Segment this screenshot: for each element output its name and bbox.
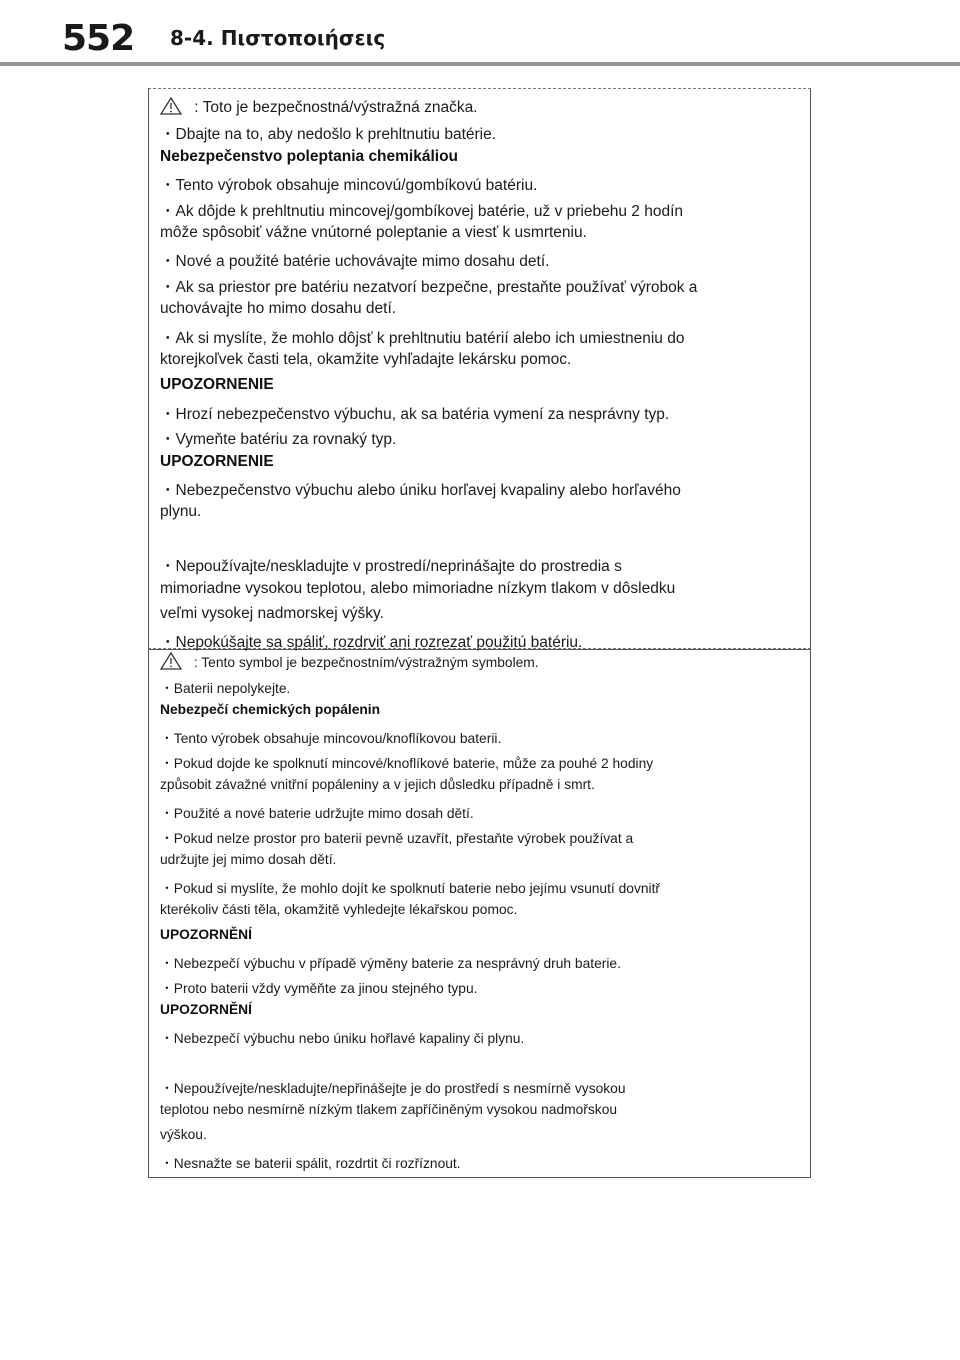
symbol-definition-text: : Tento symbol je bezpečnostním/výstražným symbolem. [190, 655, 539, 670]
warning-line: ・Nepoužívajte/neskladujte v prostredí/neprinášajte do prostredia s [160, 558, 622, 576]
warning-line: ・Tento výrobek obsahuje mincovou/knoflíkovou baterii. [160, 731, 502, 746]
warning-line: ・Ak si myslíte, že mohlo dôjsť k prehltnutiu batérií alebo ich umiestneniu do [160, 329, 685, 347]
warning-heading: Nebezpečí chemických popálenin [160, 702, 381, 717]
warning-line: ・Nesnažte se baterii spálit, rozdrtit či rozříznout. [160, 1156, 461, 1171]
warning-line: ・Pokud nelze prostor pro baterii pevně uzavřít, přestaňte výrobek používat a [160, 831, 634, 846]
warning-line: ・Dbajte na to, aby nedošlo k prehltnutiu batérie. [160, 126, 497, 144]
warning-line: způsobit závažné vnitřní popáleniny a v jejich důsledku případně i smrt. [160, 777, 595, 792]
warning-line: ・Pokud dojde ke spolknutí mincové/knoflíkové baterie, může za pouhé 2 hodiny [160, 756, 654, 771]
warning-heading: UPOZORNĚNÍ [160, 1002, 252, 1017]
warning-line: ・Nebezpečí výbuchu nebo úniku hořlavé kapaliny či plynu. [160, 1031, 525, 1046]
section-title: 8-4. Πιστοποιήσεις [170, 26, 386, 50]
warning-line: ・Nepokúšajte sa spáliť, rozdrviť ani rozrezať použitú batériu. [160, 634, 583, 652]
warning-line: ・Tento výrobok obsahuje mincovú/gombíkovú batériu. [160, 177, 538, 195]
warning-heading: Nebezpečenstvo poleptania chemikáliou [160, 147, 459, 165]
warning-line: ・Nepoužívejte/neskladujte/nepřinášejte je do prostředí s nesmírně vysokou [160, 1081, 626, 1096]
warning-line: mimoriadne vysokou teplotou, alebo mimoriadne nízkym tlakom v dôsledku [160, 579, 676, 597]
symbol-definition-text: : Toto je bezpečnostná/výstražná značka. [190, 99, 478, 116]
warning-line: ・Hrozí nebezpečenstvo výbuchu, ak sa batéria vymení za nesprávny typ. [160, 405, 670, 423]
symbol-definition [160, 652, 539, 670]
warning-line: ・Nebezpečenstvo výbuchu alebo úniku horľavej kvapaliny alebo horľavého [160, 482, 681, 499]
warning-line: výškou. [160, 1127, 207, 1142]
warning-line: kterékoliv části těla, okamžitě vyhledejte lékařskou pomoc. [160, 902, 518, 917]
warning-line: ・Použité a nové baterie udržujte mimo dosah dětí. [160, 806, 474, 821]
warning-triangle-icon [160, 652, 182, 670]
warning-heading: UPOZORNENIE [160, 452, 274, 470]
page-number: 552 [62, 18, 135, 59]
warning-line: teplotou nebo nesmírně nízkým tlakem zapříčiněným vysokou nadmořskou [160, 1102, 618, 1117]
page-header [0, 0, 960, 62]
warning-triangle-icon [160, 97, 182, 115]
warning-line: ・Baterii nepolykejte. [160, 681, 291, 696]
warning-line: ・Ak sa priestor pre batériu nezatvorí bezpečne, prestaňte používať výrobok a [160, 278, 698, 296]
warning-line: plynu. [160, 503, 202, 521]
warning-box-czech [148, 648, 811, 1178]
warning-line: ・Nebezpečí výbuchu v případě výměny baterie za nesprávný druh baterie. [160, 956, 621, 971]
warning-line: ・Vymeňte batériu za rovnaký typ. [160, 431, 397, 449]
header-divider [0, 62, 960, 66]
warning-line: uchovávajte ho mimo dosahu detí. [160, 300, 397, 318]
warning-line: udržujte jej mimo dosah dětí. [160, 852, 337, 867]
warning-line: ・Proto baterii vždy vyměňte za jinou stejného typu. [160, 981, 478, 996]
symbol-definition [160, 97, 478, 117]
warning-heading: UPOZORNENIE [160, 376, 274, 394]
warning-line: veľmi vysokej nadmorskej výšky. [160, 605, 384, 622]
warning-box-slovak [148, 88, 811, 650]
warning-line: ktorejkoľvek časti tela, okamžite vyhľadajte lekársku pomoc. [160, 351, 572, 368]
warning-line: môže spôsobiť vážne vnútorné poleptanie a viesť k usmrteniu. [160, 224, 587, 241]
warning-heading: UPOZORNĚNÍ [160, 927, 252, 942]
warning-line: ・Nové a použité batérie uchovávajte mimo dosahu detí. [160, 253, 550, 271]
warning-line: ・Pokud si myslíte, že mohlo dojít ke spolknutí baterie nebo jejímu vsunutí dovnitř [160, 881, 661, 896]
warning-line: ・Ak dôjde k prehltnutiu mincovej/gombíkovej batérie, už v priebehu 2 hodín [160, 202, 683, 220]
